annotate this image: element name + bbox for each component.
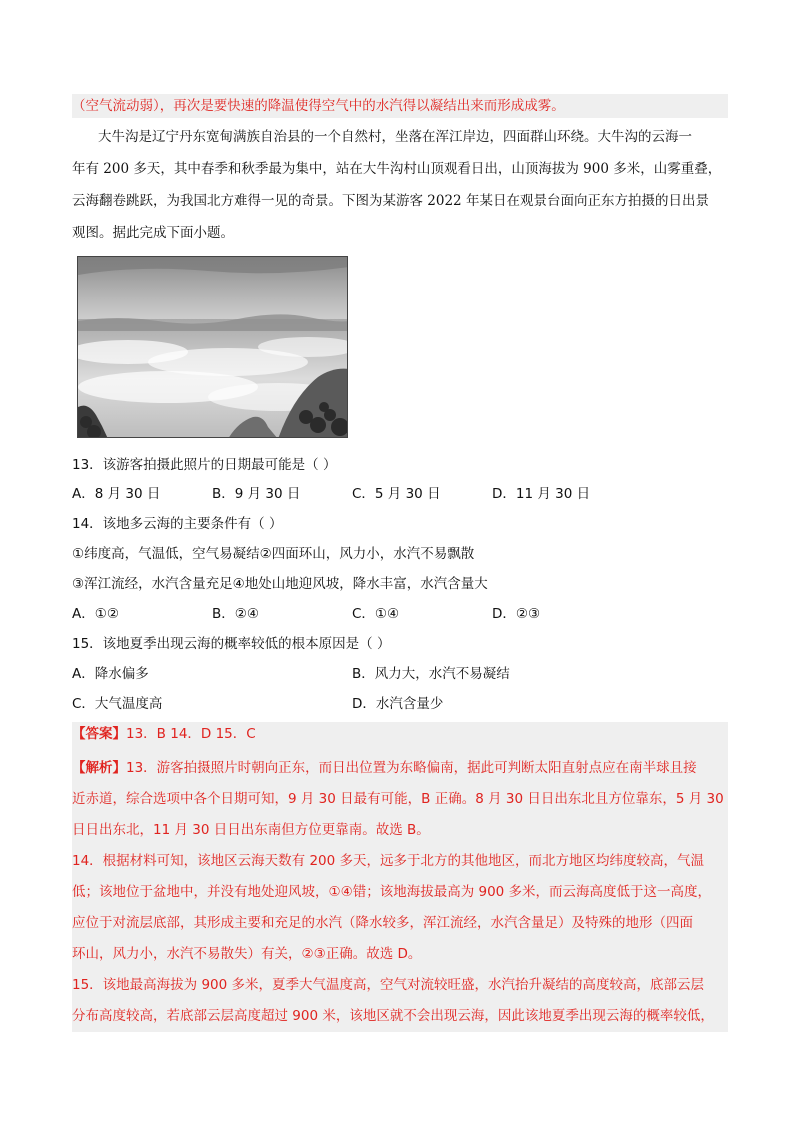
q14-option-c[interactable]: C．①④ — [352, 606, 400, 622]
analysis-line: 近赤道，综合选项中各个日期可知，9 月 30 日最有可能，B 正确。8 月 30 日日出东北且方位靠东，5 月 30 — [72, 791, 724, 807]
intro-fragment: （空气流动弱），再次是要快速的降温使得空气中的水汽得以凝结出来而形成成雾。 — [72, 94, 728, 118]
passage-line: 大牛沟是辽宁丹东宽甸满族自治县的一个自然村，坐落在浑江岸边，四面群山环绕。大牛沟的云海一 — [98, 129, 692, 145]
analysis-line: 14．根据材料可知，该地区云海天数有 200 多天，远多于北方的其他地区，而北方地区均纬度较高，气温 — [72, 853, 705, 869]
passage-line: 观图。据此完成下面小题。 — [72, 225, 234, 241]
q13-option-b[interactable]: B．9 月 30 日 — [212, 486, 301, 502]
answer-tag: 【答案】 — [72, 726, 126, 742]
q14-conditions-line: ①纬度高，气温低，空气易凝结②四面环山，风力小，水汽不易飘散 — [72, 546, 475, 562]
analysis-line: 日日出东北，11 月 30 日日出东南但方位更靠南。故选 B。 — [72, 822, 430, 838]
q15-option-d[interactable]: D．水汽含量少 — [352, 696, 444, 712]
q13-option-d[interactable]: D．11 月 30 日 — [492, 486, 591, 502]
answer-line — [72, 722, 728, 746]
q15-option-c[interactable]: C．大气温度高 — [72, 696, 163, 712]
question-15-stem: 15．该地夏季出现云海的概率较低的根本原因是（ ） — [72, 636, 391, 652]
sunrise-cloud-sea-photo — [77, 256, 348, 438]
q13-option-c[interactable]: C．5 月 30 日 — [352, 486, 441, 502]
q15-option-b[interactable]: B．风力大，水汽不易凝结 — [352, 666, 510, 682]
analysis-text: 13．游客拍摄照片时朝向正东，而日出位置为东略偏南，据此可判断太阳直射点应在南半球且接 — [126, 760, 697, 776]
analysis-line — [72, 756, 728, 780]
q14-option-b[interactable]: B．②④ — [212, 606, 259, 622]
analysis-line: 低；该地位于盆地中，并没有地处迎风坡，①④错；该地海拔最高为 900 多米，而云海高度低于这一高度， — [72, 884, 712, 900]
answer-text: 13．B 14．D 15．C — [126, 726, 256, 742]
q13-option-a[interactable]: A．8 月 30 日 — [72, 486, 161, 502]
analysis-line: 15．该地最高海拔为 900 多米，夏季大气温度高，空气对流较旺盛，水汽抬升凝结的高度较高，底部云层 — [72, 977, 705, 993]
q15-option-a[interactable]: A．降水偏多 — [72, 666, 149, 682]
analysis-tag: 【解析】 — [72, 760, 126, 776]
passage-line: 年有 200 多天，其中春季和秋季最为集中，站在大牛沟村山顶观看日出，山顶海拔为 900 多米，山雾重叠， — [72, 161, 722, 177]
passage-line: 云海翻卷跳跃，为我国北方难得一见的奇景。下图为某游客 2022 年某日在观景台面向正东方拍摄的日出景 — [72, 193, 709, 209]
analysis-line: 环山，风力小，水汽不易散失）有关，②③正确。故选 D。 — [72, 946, 422, 962]
q14-conditions-line: ③浑江流经，水汽含量充足④地处山地迎风坡，降水丰富，水汽含量大 — [72, 576, 488, 592]
analysis-line: 应位于对流层底部，其形成主要和充足的水汽（降水较多，浑江流经，水汽含量足）及特殊的地形（四面 — [72, 915, 693, 931]
q14-option-d[interactable]: D．②③ — [492, 606, 541, 622]
question-13-stem: 13．该游客拍摄此照片的日期最可能是（ ） — [72, 457, 337, 473]
question-14-stem: 14．该地多云海的主要条件有（ ） — [72, 516, 283, 532]
analysis-line: 分布高度较高，若底部云层高度超过 900 米，该地区就不会出现云海，因此该地夏季出现云海的概率较低， — [72, 1008, 714, 1024]
q14-option-a[interactable]: A．①② — [72, 606, 119, 622]
